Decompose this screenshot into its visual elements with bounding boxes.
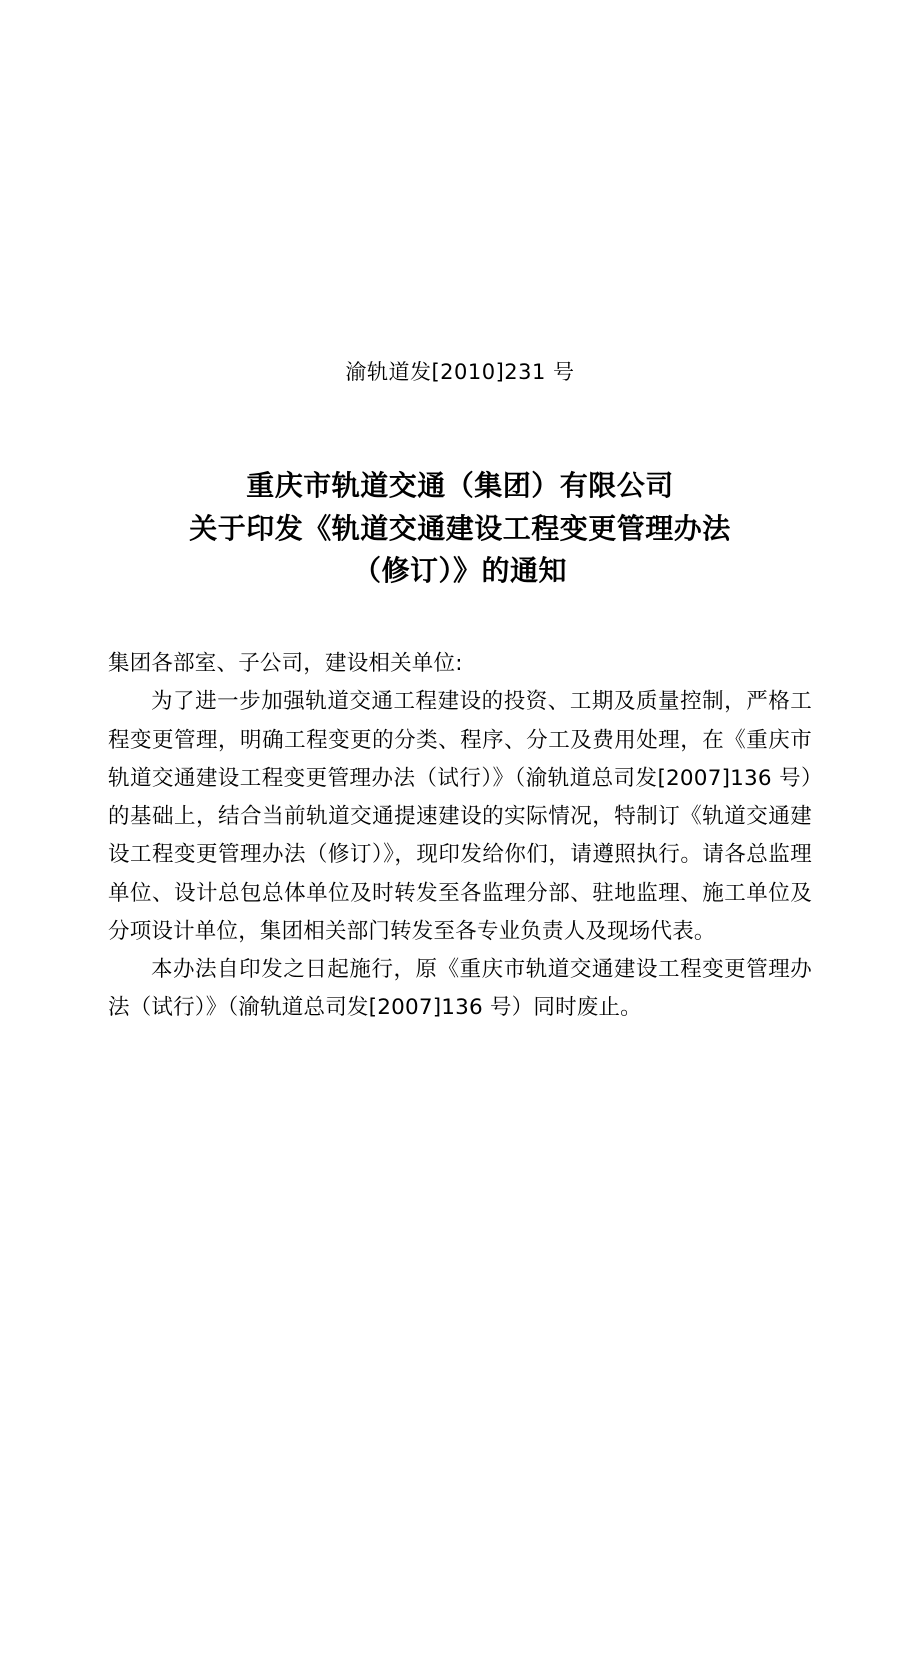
document-body [108,645,812,1028]
document-title-line-1: 重庆市轨道交通（集团）有限公司 [246,469,674,503]
document-page [0,358,920,1660]
body-paragraph-1: 为了进一步加强轨道交通工程建设的投资、工期及质量控制，严格工程变更管理，明确工程变更的分类、程序、分工及费用处理，在《重庆市轨道交通建设工程变更管理办法（试行）》（渝轨道总司发[2007]136 号）的基础上，结合当前轨道交通提速建设的实际情况，特制订《轨道交通建设工程变更管理办法（修订）》，现印发给你们，请遵照执行。请各总监理单位、设计总包总体单位及时转发至各监理分部、驻地监理、施工单位及分项设计单位，集团相关部门转发至各专业负责人及现场代表。 [108,689,812,944]
body-paragraph-2: 本办法自印发之日起施行，原《重庆市轨道交通建设工程变更管理办法（试行）》（渝轨道总司发[2007]136 号）同时废止。 [108,957,812,1021]
document-title [108,465,812,593]
salutation: 集团各部室、子公司，建设相关单位: [108,651,463,677]
document-title-line-3: （修订）》的通知 [352,554,567,588]
document-title-line-2: 关于印发《轨道交通建设工程变更管理办法 [189,511,731,545]
document-number: 渝轨道发[2010]231 号 [345,360,575,384]
